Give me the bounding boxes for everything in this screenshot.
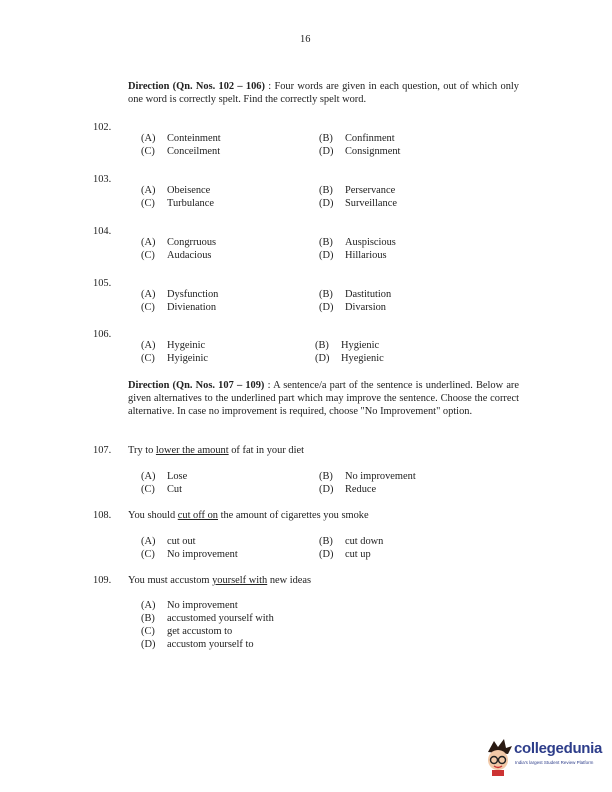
page-number: 16 xyxy=(300,34,311,45)
sentence-text: of fat in your diet xyxy=(228,445,304,456)
option-text: Dysfunction xyxy=(167,289,219,300)
question-sentence xyxy=(128,574,311,587)
option-label: (D) xyxy=(315,353,330,364)
option-label: (D) xyxy=(319,549,334,560)
underlined-phrase: yourself with xyxy=(212,575,268,586)
question-number: 106. xyxy=(93,329,112,340)
answer-option[interactable] xyxy=(319,535,383,548)
option-label: (D) xyxy=(319,302,334,313)
answer-option[interactable] xyxy=(141,638,254,651)
option-text: Divienation xyxy=(167,302,217,313)
answer-option[interactable] xyxy=(141,236,216,249)
answer-option[interactable] xyxy=(141,339,205,352)
answer-option[interactable] xyxy=(141,470,187,483)
direction-text: : Four words are given in each question, out of which only one word is correctly spelt. Find the correctly spelt word. xyxy=(128,81,520,105)
direction-heading: Direction (Qn. Nos. 107 – 109) xyxy=(128,380,265,391)
answer-option[interactable] xyxy=(319,548,371,561)
option-text: No improvement xyxy=(167,600,238,611)
answer-option[interactable] xyxy=(141,548,238,561)
option-text: cut up xyxy=(345,549,371,560)
answer-option[interactable] xyxy=(141,132,221,145)
option-label: (B) xyxy=(315,340,329,351)
option-text: Congrruous xyxy=(167,237,217,248)
option-label: (B) xyxy=(319,289,333,300)
collegedunia-logo xyxy=(484,738,609,778)
option-label: (D) xyxy=(319,250,334,261)
option-label: (B) xyxy=(319,471,333,482)
option-label: (A) xyxy=(141,289,156,300)
sentence-text: Try to xyxy=(128,445,156,456)
option-text: Auspiscious xyxy=(345,237,396,248)
answer-option[interactable] xyxy=(319,249,387,262)
answer-option[interactable] xyxy=(319,236,396,249)
answer-option[interactable] xyxy=(141,184,210,197)
direction-heading: Direction (Qn. Nos. 102 – 106) xyxy=(128,81,265,92)
option-label: (C) xyxy=(141,353,155,364)
underlined-phrase: cut off on xyxy=(177,510,218,521)
question-number: 104. xyxy=(93,226,112,237)
underlined-phrase: lower the amount xyxy=(155,445,229,456)
option-text: Surveillance xyxy=(345,198,397,209)
option-text: Audacious xyxy=(167,250,212,261)
answer-option[interactable] xyxy=(319,184,395,197)
option-label: (C) xyxy=(141,549,155,560)
option-text: Turbulance xyxy=(167,198,214,209)
answer-option[interactable] xyxy=(141,288,218,301)
answer-option[interactable] xyxy=(141,625,232,638)
logo-tagline: India's largest Student Review Platform xyxy=(515,760,594,765)
option-text: get accustom to xyxy=(167,626,233,637)
answer-option[interactable] xyxy=(319,132,395,145)
answer-option[interactable] xyxy=(141,197,214,210)
answer-option[interactable] xyxy=(141,612,274,625)
answer-option[interactable] xyxy=(141,301,216,314)
option-label: (A) xyxy=(141,471,156,482)
option-text: accustom yourself to xyxy=(167,639,254,650)
mascot-icon xyxy=(484,738,514,778)
option-label: (B) xyxy=(319,237,333,248)
option-label: (A) xyxy=(141,536,156,547)
answer-option[interactable] xyxy=(315,339,379,352)
option-text: accustomed yourself with xyxy=(167,613,274,624)
option-label: (C) xyxy=(141,146,155,157)
option-text: No improvement xyxy=(345,471,416,482)
option-label: (C) xyxy=(141,302,155,313)
option-label: (C) xyxy=(141,198,155,209)
question-sentence xyxy=(128,444,304,457)
answer-option[interactable] xyxy=(319,470,416,483)
option-label: (C) xyxy=(141,626,155,637)
option-text: Perservance xyxy=(345,185,396,196)
question-sentence xyxy=(128,509,369,522)
question-number: 103. xyxy=(93,174,112,185)
option-text: Hygeinic xyxy=(167,340,206,351)
direction-102-106 xyxy=(128,80,519,106)
option-text: No improvement xyxy=(167,549,238,560)
option-text: Conceilment xyxy=(167,146,221,157)
option-label: (C) xyxy=(141,484,155,495)
option-text: Hillarious xyxy=(345,250,387,261)
answer-option[interactable] xyxy=(315,352,384,365)
answer-option[interactable] xyxy=(141,483,182,496)
sentence-text: new ideas xyxy=(267,575,312,586)
option-text: Obeisence xyxy=(167,185,211,196)
option-label: (A) xyxy=(141,133,156,144)
answer-option[interactable] xyxy=(141,249,211,262)
option-text: Hygienic xyxy=(341,340,380,351)
option-label: (B) xyxy=(319,185,333,196)
option-label: (B) xyxy=(141,613,155,624)
logo-text: collegedunia xyxy=(514,740,603,757)
option-text: Cut xyxy=(167,484,183,495)
option-text: cut out xyxy=(167,536,196,547)
answer-option[interactable] xyxy=(319,197,397,210)
option-label: (A) xyxy=(141,185,156,196)
option-text: Hyegienic xyxy=(341,353,384,364)
question-number: 107. xyxy=(93,445,112,456)
option-label: (B) xyxy=(319,536,333,547)
sentence-text: the amount of cigarettes you smoke xyxy=(217,510,369,521)
option-text: cut down xyxy=(345,536,384,547)
option-text: Hyigeinic xyxy=(167,353,208,364)
option-text: Lose xyxy=(167,471,188,482)
direction-107-109 xyxy=(128,379,519,418)
sentence-text: You should xyxy=(128,510,178,521)
option-text: Reduce xyxy=(345,484,377,495)
answer-option[interactable] xyxy=(319,483,376,496)
answer-option[interactable] xyxy=(319,301,386,314)
question-number: 108. xyxy=(93,510,112,521)
option-text: Divarsion xyxy=(345,302,386,313)
option-label: (D) xyxy=(141,639,156,650)
option-text: Dastitution xyxy=(345,289,392,300)
answer-option[interactable] xyxy=(319,145,400,158)
direction-text: : A sentence/a part of the sentence is underlined. Below are given alternatives to the underlined part which may improve the sentence. Choose the correct alternative. In case no improvement is required, choose "No Improvement" option. xyxy=(128,380,519,417)
option-label: (A) xyxy=(141,600,156,611)
option-text: Conteinment xyxy=(167,133,221,144)
question-number: 109. xyxy=(93,575,112,586)
question-number: 102. xyxy=(93,122,112,133)
answer-option[interactable] xyxy=(141,535,196,548)
option-label: (D) xyxy=(319,146,334,157)
question-number: 105. xyxy=(93,278,112,289)
answer-option[interactable] xyxy=(141,599,238,612)
answer-option[interactable] xyxy=(141,145,220,158)
option-label: (D) xyxy=(319,484,334,495)
option-text: Confinment xyxy=(345,133,395,144)
sentence-text: You must accustom xyxy=(128,575,213,586)
option-label: (A) xyxy=(141,340,156,351)
option-label: (B) xyxy=(319,133,333,144)
option-label: (C) xyxy=(141,250,155,261)
answer-option[interactable] xyxy=(319,288,391,301)
option-label: (A) xyxy=(141,237,156,248)
option-label: (D) xyxy=(319,198,334,209)
option-text: Consignment xyxy=(345,146,401,157)
answer-option[interactable] xyxy=(141,352,208,365)
